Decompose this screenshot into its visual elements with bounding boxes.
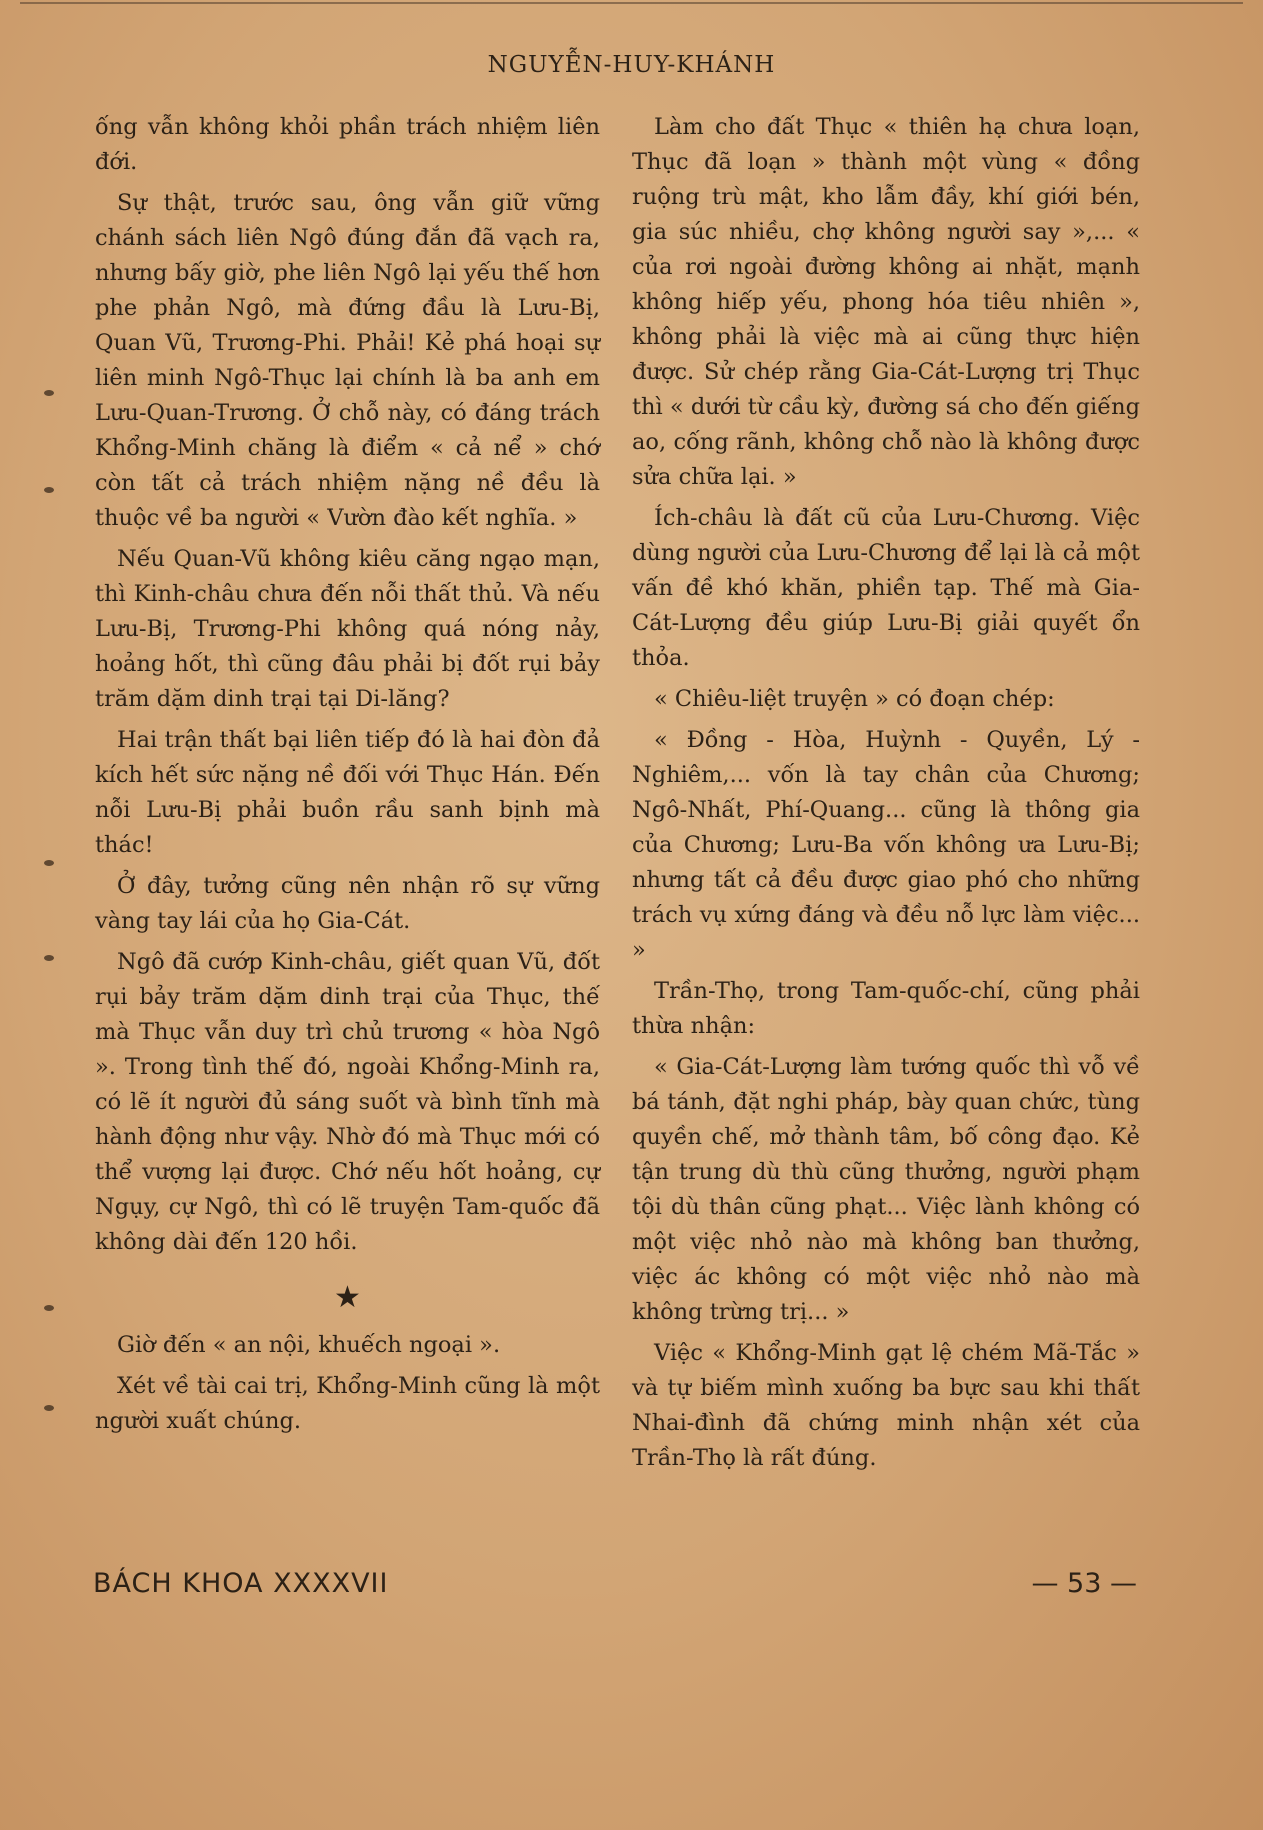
paragraph: ống vẫn không khỏi phần trách nhiệm liên đới. — [95, 114, 600, 175]
paragraph: Sự thật, trước sau, ông vẫn giữ vững chánh sách liên Ngô đúng đắn đã vạch ra, nhưng bấy giờ, phe liên Ngô lại yếu thế hơn phe phản Ngô, mà đứng đầu là Lưu-Bị, Quan Vũ, Trương-Phi. Phải! Kẻ phá hoại sự liên minh Ngô-Thục lại chính là ba anh em Lưu-Quan-Trương. Ở chỗ này, có đáng trách Khổng-Minh chăng là điểm « cả nể » chớ còn tất cả trách nhiệm nặng nề đều là thuộc về ba người « Vườn đào kết nghĩa. » — [95, 190, 600, 531]
top-rule — [20, 2, 1243, 4]
binding-hole — [44, 1305, 54, 1311]
left-column — [95, 110, 600, 1445]
paragraph: Ở đây, tưởng cũng nên nhận rõ sự vững vàng tay lái của họ Gia-Cát. — [95, 873, 600, 934]
paragraph: Việc « Khổng-Minh gạt lệ chém Mã-Tắc » và tự biếm mình xuống ba bực sau khi thất Nhai-đình đã chứng minh nhận xét của Trần-Thọ là rất đúng. — [632, 1340, 1140, 1471]
paragraph: Ích-châu là đất cũ của Lưu-Chương. Việc dùng người của Lưu-Chương để lại là cả một vấn đề khó khăn, phiền tạp. Thế mà Gia-Cát-Lượng đều giúp Lưu-Bị giải quyết ổn thỏa. — [632, 505, 1140, 671]
publication-footer: BÁCH KHOA XXXXVII — [93, 1568, 389, 1599]
paragraph: Làm cho đất Thục « thiên hạ chưa loạn, Thục đã loạn » thành một vùng « đồng ruộng trù mật, kho lẫm đầy, khí giới bén, gia súc nhiều, chợ không người say »,... « của rơi ngoài đường không ai nhặt, mạnh không hiếp yếu, phong hóa tiêu nhiên », không phải là việc mà ai cũng thực hiện được. Sử chép rằng Gia-Cát-Lượng trị Thục thì « dưới từ cầu kỳ, đường sá cho đến giếng ao, cống rãnh, không chỗ nào là không được sửa chữa lại. » — [632, 114, 1140, 490]
paragraph: « Chiêu-liệt truyện » có đoạn chép: — [654, 686, 1055, 712]
paragraph: Hai trận thất bại liên tiếp đó là hai đòn đả kích hết sức nặng nề đối với Thục Hán. Đến nỗi Lưu-Bị phải buồn rầu sanh bịnh mà thác! — [95, 727, 600, 858]
binding-hole — [44, 1405, 54, 1411]
running-header: NGUYỄN-HUY-KHÁNH — [487, 52, 776, 78]
page-number: — 53 — — [1031, 1568, 1137, 1599]
paragraph: Giờ đến « an nội, khuếch ngoại ». — [117, 1332, 501, 1358]
paragraph: Nếu Quan-Vũ không kiêu căng ngạo mạn, thì Kinh-châu chưa đến nỗi thất thủ. Và nếu Lưu-Bị, Trương-Phi không quá nóng nảy, hoảng hốt, thì cũng đâu phải bị đốt rụi bảy trăm dặm dinh trại tại Di-lăng? — [95, 546, 600, 712]
section-separator-star: ★ — [334, 1280, 361, 1315]
paragraph: Ngô đã cướp Kinh-châu, giết quan Vũ, đốt rụi bảy trăm dặm dinh trại của Thục, thế mà Thục vẫn duy trì chủ trương « hòa Ngô ». Trong tình thế đó, ngoài Khổng-Minh ra, có lẽ ít người đủ sáng suốt và bình tĩnh mà hành động như vậy. Nhờ đó mà Thục mới có thể vượng lại được. Chớ nếu hốt hoảng, cự Ngụy, cự Ngô, thì có lẽ truyện Tam-quốc đã không dài đến 120 hồi. — [95, 949, 600, 1255]
quotation: « Đồng - Hòa, Huỳnh - Quyền, Lý - Nghiêm,... vốn là tay chân của Chương; Ngô-Nhất, Phí-Quang... cũng là thông gia của Chương; Lưu-Ba vốn không ưa Lưu-Bị; nhưng tất cả đều được giao phó cho những trách vụ xứng đáng và đều nỗ lực làm việc... » — [632, 727, 1140, 963]
binding-hole — [44, 487, 54, 493]
binding-hole — [44, 390, 54, 396]
paragraph: Trần-Thọ, trong Tam-quốc-chí, cũng phải thừa nhận: — [632, 978, 1140, 1039]
right-column — [632, 110, 1140, 1482]
quotation: « Gia-Cát-Lượng làm tướng quốc thì vỗ về bá tánh, đặt nghi pháp, bày quan chức, tùng quyền chế, mở thành tâm, bố công đạo. Kẻ tận trung dù thù cũng thưởng, người phạm tội dù thân cũng phạt... Việc lành không có một việc nhỏ nào mà không ban thưởng, việc ác không có một việc nhỏ nào mà không trừng trị... » — [632, 1054, 1140, 1325]
binding-hole — [44, 860, 54, 866]
binding-hole — [44, 955, 54, 961]
paragraph: Xét về tài cai trị, Khổng-Minh cũng là một người xuất chúng. — [95, 1373, 600, 1434]
